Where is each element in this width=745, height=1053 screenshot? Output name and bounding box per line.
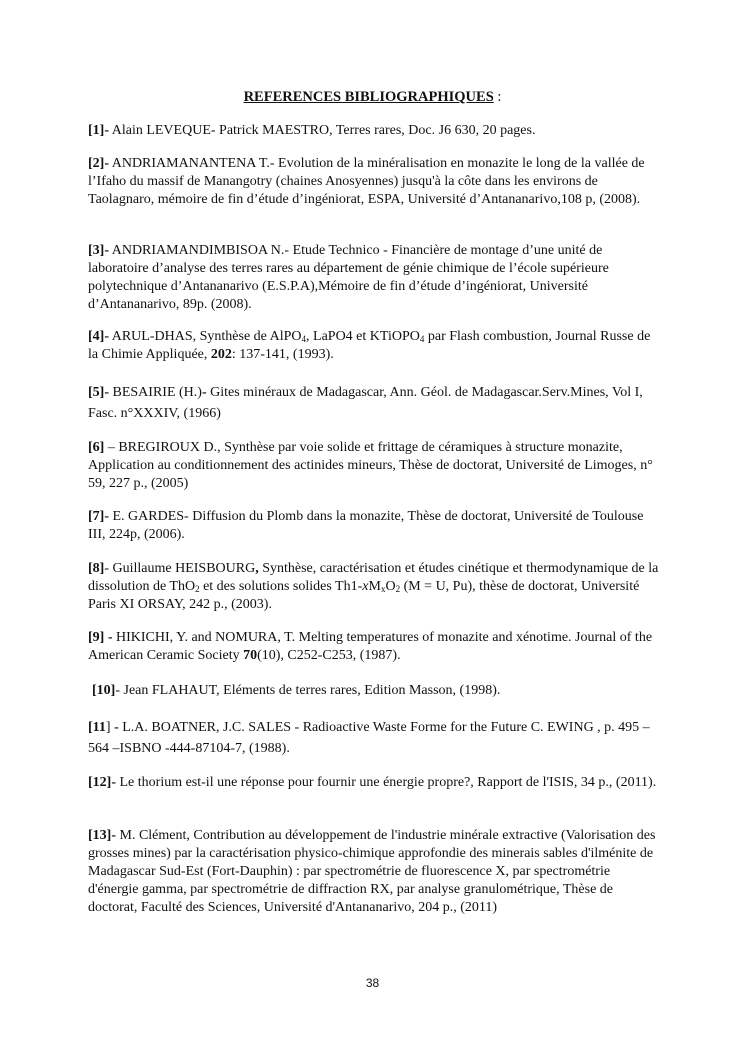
reference-dash: -	[201, 385, 207, 400]
reference-text: Le thorium est-il une réponse pour fournir une énergie propre?, Rapport de l'ISIS, 34 p., (2011).	[116, 775, 657, 790]
reference-text: : 137-141, (1993).	[231, 347, 334, 362]
reference-text: M. Clément, Contribution au développement de l'industrie minérale extractive (Valorisation des grosses mines) par la caractérisation physico-chimique approfondie des minerais sables d'ilménite de Madagascar Sud-Est (Fort-Dauphin) : par spectrométrie de fluorescence X, par spectrométrie d'énergie gamma, par spectrométrie de diffraction RX, par analyse granulométrique, Thèse de doctorat, Faculté des Sciences, Université d'Antananarivo, 204 p., (2011)	[88, 828, 656, 915]
reference-number: [7]-	[88, 509, 109, 524]
reference-number: [3]-	[88, 243, 109, 258]
reference-11	[88, 717, 663, 759]
reference-number: [11	[88, 720, 106, 735]
reference-text: O	[385, 579, 396, 594]
subscript: 2	[195, 584, 200, 594]
subscript: 2	[395, 584, 401, 594]
reference-text: par Flash combustion, Journal Russe de la Chimie Appliquée,	[88, 329, 651, 362]
subscript: x	[380, 584, 386, 594]
reference-3	[88, 242, 663, 314]
variable-x: x	[362, 579, 369, 594]
reference-13	[88, 827, 663, 917]
reference-text: , LaPO4 et KTiOPO	[306, 329, 420, 344]
reference-1	[88, 122, 663, 140]
reference-text: Alain LEVEQUE- Patrick MAESTRO, Terres rares, Doc. J6 630, 20 pages.	[109, 123, 536, 138]
reference-text: ANDRIAMANANTENA T.- Evolution de la minéralisation en monazite le long de la vallée de l’Ifaho du massif de Manangotry (chaines Anosyennes) jusqu'à la côte dans les environs de Taolagnaro, mémoire de fin d’étude d’ingéniorat, ESPA, Université d’Antananarivo,108 p, (2008).	[88, 156, 645, 207]
reference-text: - Guillaume HEISBOURG	[104, 561, 256, 576]
reference-bracket: ]	[105, 720, 115, 735]
reference-text: ARUL-DHAS, Synthèse de AlPO	[109, 329, 302, 344]
reference-text: M	[368, 579, 381, 594]
reference-number: [4]-	[88, 329, 109, 344]
reference-5	[88, 382, 663, 424]
reference-text: - Jean FLAHAUT, Eléments de terres rares, Edition Masson, (1998).	[115, 683, 501, 698]
reference-text: E. GARDES- Diffusion du Plomb dans la monazite, Thèse de doctorat, Université de Toulouse III, 224p, (2006).	[88, 509, 644, 542]
reference-number: [8]	[88, 561, 105, 576]
reference-number: [2]-	[88, 156, 109, 171]
reference-number: [10]	[92, 683, 116, 698]
reference-number: [5]-	[88, 385, 109, 400]
reference-10	[92, 682, 667, 700]
reference-number: [12]-	[88, 775, 116, 790]
title-colon: :	[497, 89, 502, 105]
reference-text: (M = U, Pu), thèse de doctorat, Université Paris XI ORSAY, 242 p., (2003).	[88, 579, 640, 612]
reference-number: [1]-	[88, 123, 109, 138]
reference-text: HIKICHI, Y. and NOMURA, T. Melting temperatures of monazite and xénotime. Journal of the American Ceramic Society	[88, 630, 653, 663]
reference-number: [13]-	[88, 828, 116, 843]
reference-text: et des solutions solides Th1-	[199, 579, 363, 594]
reference-number: [9] -	[88, 630, 113, 645]
journal-volume: 70	[243, 648, 258, 663]
reference-text: ANDRIAMANDIMBISOA N.- Etude Technico - Financière de montage d’une unité de laboratoire d’analyse des terres rares au département de génie chimique de l’école supérieure polytechnique d’Antananarivo (E.S.P.A),Mémoire de fin d’étude d’ingéniorat, Université d’Antananarivo, 89p. (2008).	[88, 243, 609, 312]
reference-text: Synthèse, caractérisation et études cinétique et thermodynamique de la dissolution de ThO	[88, 561, 659, 594]
subscript: 4	[419, 334, 425, 344]
reference-12	[88, 774, 663, 792]
title-text: REFERENCES BIBLIOGRAPHIQUES	[243, 89, 494, 105]
reference-text: L.A. BOATNER, J.C. SALES - Radioactive Waste Forme for the Future C. EWING , p. 495 – 564 –ISBNO -444-87104-7, (1988).	[88, 720, 650, 756]
journal-volume: 202	[210, 347, 232, 362]
page-number: 38	[365, 976, 380, 990]
reference-number: [6]	[88, 440, 105, 455]
reference-4	[88, 328, 663, 364]
reference-6	[88, 439, 663, 493]
reference-comma: ,	[255, 561, 259, 576]
reference-9	[88, 629, 663, 665]
reference-2	[88, 155, 663, 209]
page-title	[0, 89, 745, 106]
reference-7	[88, 508, 663, 544]
reference-dash: -	[114, 720, 119, 735]
reference-text: – BREGIROUX D., Synthèse par voie solide et frittage de céramiques à structure monazite, Application au conditionnement des actinides mineurs, Thèse de doctorat, Université de Limoges, n° 59, 227 p., (2005)	[88, 440, 653, 491]
reference-text: BESAIRIE (H.)	[109, 385, 202, 400]
subscript: 4	[301, 334, 307, 344]
reference-8	[88, 560, 663, 614]
reference-text: Gites minéraux de Madagascar, Ann. Géol. de Madagascar.Serv.Mines, Vol I, Fasc. n°XXXIV, (1966)	[88, 385, 643, 421]
reference-text: (10), C252-C253, (1987).	[257, 648, 401, 663]
